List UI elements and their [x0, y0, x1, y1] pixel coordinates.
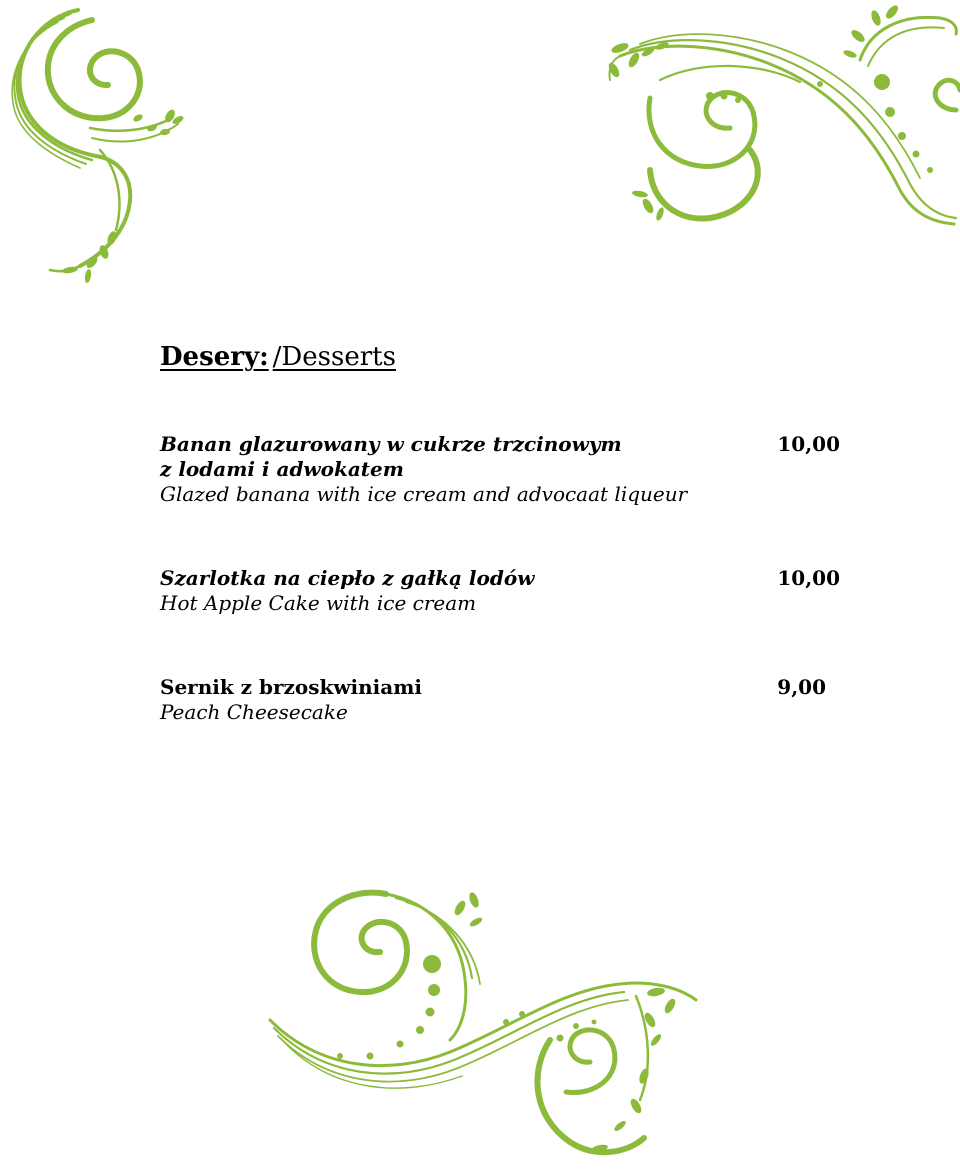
menu-item-name-en: Peach Cheesecake: [160, 700, 348, 724]
menu-title: [160, 340, 396, 374]
menu-item-name-pl: Sernik z brzoskwiniami: [160, 675, 422, 699]
menu-item-name-pl: Banan glazurowany w cukrze trzcinowym: [160, 432, 622, 456]
menu-item-apple-cake: [160, 566, 840, 616]
floral-swirl-bottom-center-icon: [260, 880, 700, 1170]
menu-title-en: /Desserts: [272, 342, 396, 372]
menu-item-name-en: Glazed banana with ice cream and advocaat liqueur: [160, 482, 688, 506]
menu-title-pl: Desery:: [160, 342, 269, 372]
menu-item-price: 9,00: [777, 675, 826, 699]
floral-swirl-top-right-icon: [600, 0, 960, 240]
menu-item-name-pl-continued: z lodami i adwokatem: [160, 457, 404, 481]
menu-item-price: 10,00: [777, 566, 840, 590]
menu-item-glazed-banana: [160, 432, 840, 507]
menu-item-price: 10,00: [777, 432, 840, 456]
menu-item-peach-cheesecake: [160, 675, 840, 725]
menu-item-name-pl: Szarlotka na ciepło z gałką lodów: [160, 566, 535, 590]
floral-swirl-top-left-icon: [0, 0, 200, 290]
menu-item-name-en: Hot Apple Cake with ice cream: [160, 591, 477, 615]
